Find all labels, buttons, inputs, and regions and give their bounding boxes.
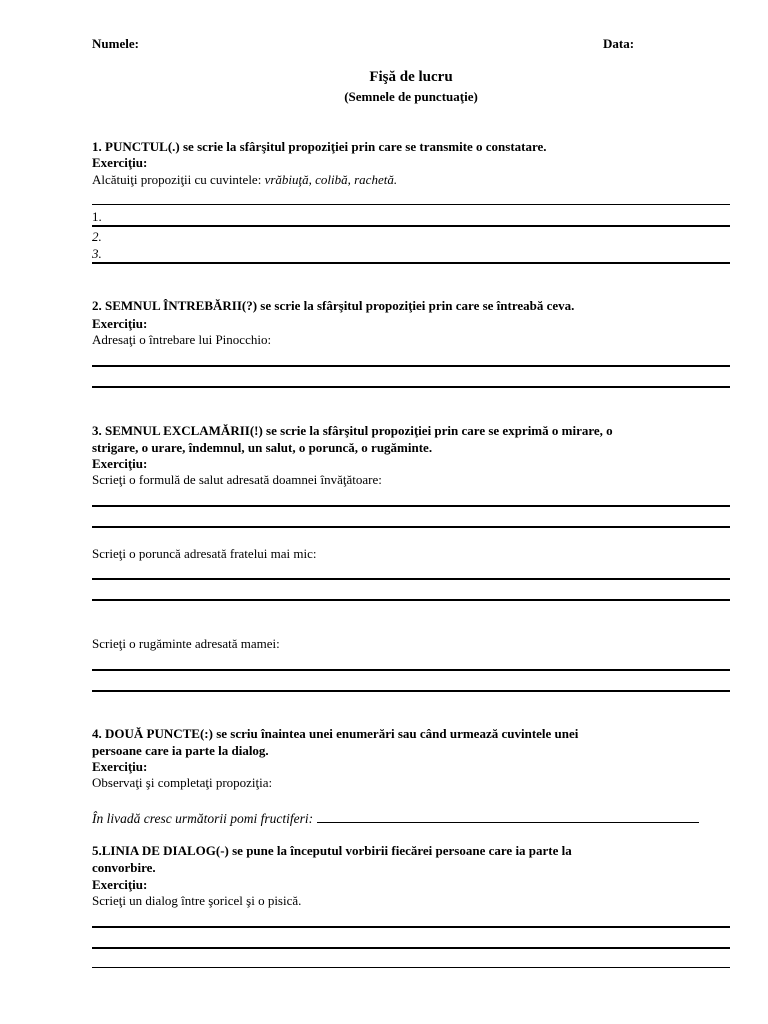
section-3-heading-line-2: strigare, o urare, îndemnul, un salut, o poruncă, o rugăminte. — [92, 440, 433, 455]
section-5-heading-line-2: convorbire. — [92, 860, 156, 875]
date-label: Data: — [603, 36, 635, 51]
section-1-instruction — [92, 172, 397, 188]
writing-line[interactable] — [92, 947, 730, 949]
writing-line[interactable] — [92, 204, 730, 205]
section-4-sentence-text: În livadă cresc următorii pomi fructiferi: — [92, 811, 314, 826]
section-4-sentence — [92, 808, 699, 827]
section-5-instruction: Scrieţi un dialog între şoricel şi o pisică. — [92, 893, 302, 908]
section-1-exercise-label: Exerciţiu: — [92, 155, 148, 170]
section-1-words: vrăbiuţă, colibă, rachetă. — [264, 172, 398, 187]
writing-line[interactable] — [92, 262, 730, 264]
section-3-heading-line-1: 3. SEMNUL EXCLAMĂRII(!) se scrie la sfârşitul propoziţiei prin care se exprimă o mirare, o — [92, 423, 613, 438]
writing-line[interactable] — [92, 599, 730, 601]
writing-line[interactable] — [92, 967, 730, 968]
section-2-instruction: Adresaţi o întrebare lui Pinocchio: — [92, 332, 272, 347]
section-2-exercise-label: Exerciţiu: — [92, 316, 148, 331]
section-3-instruction-3: Scrieţi o rugăminte adresată mamei: — [92, 636, 280, 651]
name-label: Numele: — [92, 36, 139, 51]
writing-line[interactable] — [92, 365, 730, 367]
writing-line[interactable] — [92, 926, 730, 928]
section-4-heading-line-1: 4. DOUĂ PUNCTE(:) se scriu înaintea unei enumerări sau când urmează cuvintele unei — [92, 726, 579, 741]
line-number-3: 3. — [92, 246, 102, 261]
section-2-heading: 2. SEMNUL ÎNTREBĂRII(?) se scrie la sfârşitul propoziţiei prin care se întreabă ceva. — [92, 298, 575, 313]
section-3-exercise-label: Exerciţiu: — [92, 456, 148, 471]
section-4-instruction: Observaţi şi completaţi propoziţia: — [92, 775, 273, 790]
section-4-heading-line-2: persoane care ia parte la dialog. — [92, 743, 269, 758]
writing-line[interactable] — [92, 578, 730, 580]
section-5-exercise-label: Exerciţiu: — [92, 877, 148, 892]
writing-line[interactable] — [92, 669, 730, 671]
writing-line[interactable] — [92, 505, 730, 507]
section-3-instruction-1: Scrieţi o formulă de salut adresată doamnei învăţătoare: — [92, 472, 382, 487]
writing-line[interactable] — [92, 690, 730, 692]
section-5-heading-line-1: 5.LINIA DE DIALOG(-) se pune la începutul vorbirii fiecărei persoane care ia parte la — [92, 843, 572, 858]
line-number-1: 1. — [92, 209, 102, 224]
fill-in-blank[interactable] — [317, 808, 699, 823]
section-1-instruction-text: Alcătuiţi propoziţii cu cuvintele: — [92, 172, 265, 187]
section-1-heading: 1. PUNCTUL(.) se scrie la sfârşitul propoziţiei prin care se transmite o constatare. — [92, 139, 547, 154]
writing-line[interactable] — [92, 526, 730, 528]
writing-line[interactable] — [92, 386, 730, 388]
section-4-exercise-label: Exerciţiu: — [92, 759, 148, 774]
section-3-instruction-2: Scrieţi o poruncă adresată fratelui mai mic: — [92, 546, 317, 561]
worksheet-subtitle: (Semnele de punctuaţie) — [344, 89, 478, 104]
worksheet-title: Fişă de lucru — [369, 69, 453, 85]
line-number-2: 2. — [92, 229, 102, 244]
writing-line[interactable] — [92, 225, 730, 227]
